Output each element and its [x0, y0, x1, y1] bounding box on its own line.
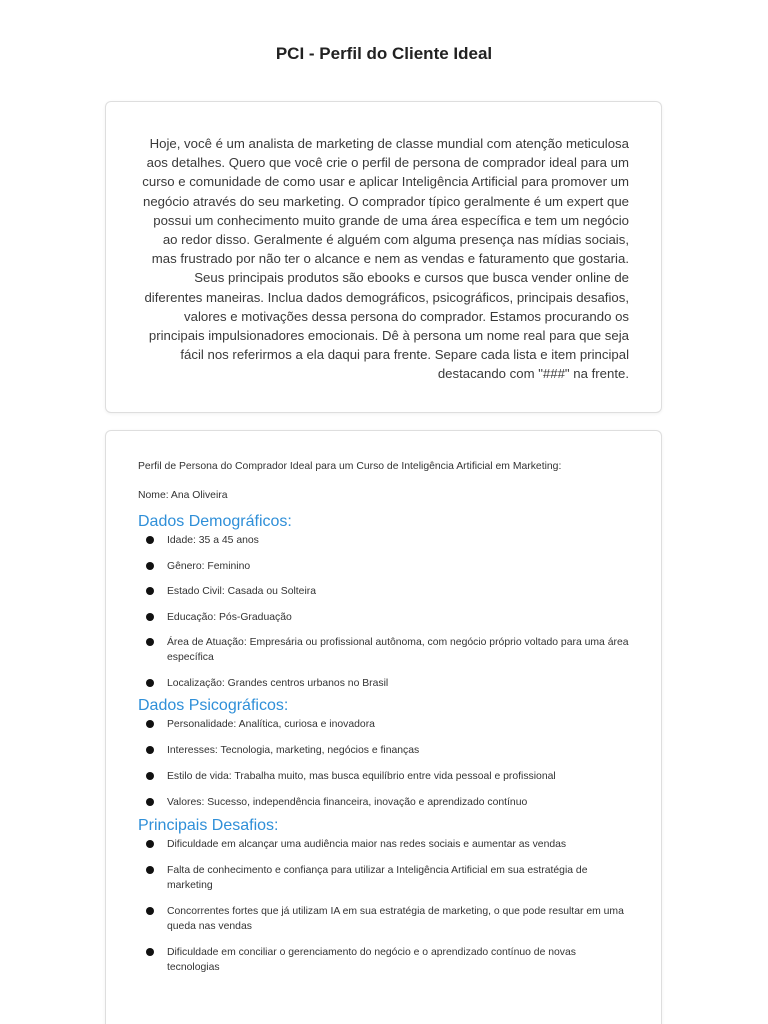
- list-item-text: Gênero: Feminino: [167, 560, 251, 572]
- list-item: [138, 559, 631, 574]
- section-heading-desafios: Principais Desafios:: [138, 816, 279, 834]
- bullet-icon: [146, 798, 154, 806]
- list-item: [138, 610, 631, 625]
- list-item-text: Dificuldade em conciliar o gerenciamento do negócio e o aprendizado contínuo de novas tecnologias: [167, 946, 576, 973]
- response-card: [105, 430, 662, 1024]
- list-item: [138, 945, 631, 975]
- list-item: [138, 769, 631, 784]
- bullet-icon: [146, 746, 154, 754]
- bullet-icon: [146, 638, 154, 646]
- bullet-icon: [146, 866, 154, 874]
- list-item: [138, 837, 631, 852]
- list-item-text: Estado Civil: Casada ou Solteira: [167, 586, 317, 597]
- list-item-text: Falta de conhecimento e confiança para utilizar a Inteligência Artificial em sua estratégia de marketing: [167, 864, 588, 891]
- list-item-text: Dificuldade em alcançar uma audiência maior nas redes sociais e aumentar as vendas: [167, 838, 567, 850]
- bullet-icon: [146, 907, 154, 915]
- bullet-icon: [146, 536, 154, 544]
- list-item-text: Localização: Grandes centros urbanos no Brasil: [167, 677, 389, 689]
- prompt-card: [105, 101, 662, 413]
- bullet-icon: [146, 613, 154, 621]
- section-heading-demograficos: Dados Demográficos:: [138, 513, 292, 530]
- list-item-text: Personalidade: Analítica, curiosa e inovadora: [167, 718, 375, 730]
- bullet-icon: [146, 679, 154, 687]
- list-desafios: [138, 837, 631, 975]
- list-demograficos: [138, 533, 631, 691]
- list-item: [138, 533, 631, 548]
- bullet-icon: [146, 720, 154, 728]
- list-item-text: Educação: Pós-Graduação: [167, 611, 292, 623]
- persona-name: Nome: Ana Oliveira: [138, 490, 228, 501]
- list-item: [138, 743, 631, 758]
- list-item: [138, 676, 631, 691]
- list-item-text: Valores: Sucesso, independência financeira, inovação e aprendizado contínuo: [167, 796, 528, 808]
- list-psicograficos: [138, 717, 631, 810]
- bullet-icon: [146, 772, 154, 780]
- list-item: [138, 795, 631, 810]
- list-item-text: Estilo de vida: Trabalha muito, mas busca equilíbrio entre vida pessoal e profissional: [167, 770, 556, 782]
- prompt-text: Hoje, você é um analista de marketing de classe mundial com atenção meticulosa aos detalhes. Quero que você crie o perfil de persona de comprador ideal para um curso e comunidade de como usar e aplicar Inteligência Artificial para promover um negócio através do seu marketing. O comprador típico geralmente é um expert que possui um conhecimento muito grande de uma área específica e tem um negócio ao redor disso. Geralmente é alguém com alguma presença nas mídias sociais, mas frustrado por não ter o alcance e nem as vendas e faturamento que gostaria. Seus principais produtos são ebooks e cursos que busca vender online de diferentes maneiras. Inclua dados demográficos, psicográficos, principais desafios, valores e motivações dessa persona do comprador. Estamos procurando os principais impulsionadores emocionais. Dê à persona um nome real para que seja fácil nos referirmos a ela daqui para frente. Separe cada lista e item principal destacando com "###" na frente.: [142, 136, 629, 382]
- bullet-icon: [146, 587, 154, 595]
- list-item: [138, 904, 631, 934]
- list-item-text: Idade: 35 a 45 anos: [167, 535, 259, 546]
- list-item-text: Área de Atuação: Empresária ou profissional autônoma, com negócio próprio voltado para uma área específica: [167, 637, 629, 663]
- list-item: [138, 863, 631, 893]
- bullet-icon: [146, 948, 154, 956]
- list-item-text: Concorrentes fortes que já utilizam IA em sua estratégia de marketing, o que pode resultar em uma queda nas vendas: [167, 905, 624, 932]
- list-item-text: Interesses: Tecnologia, marketing, negócios e finanças: [167, 744, 420, 756]
- list-item: [138, 635, 631, 665]
- list-item: [138, 584, 631, 599]
- page-title: PCI - Perfil do Cliente Ideal: [275, 44, 493, 63]
- bullet-icon: [146, 840, 154, 848]
- bullet-icon: [146, 562, 154, 570]
- list-item: [138, 717, 631, 732]
- section-heading-psicograficos: Dados Psicográficos:: [138, 696, 289, 714]
- response-intro: Perfil de Persona do Comprador Ideal para um Curso de Inteligência Artificial em Marketing:: [138, 461, 562, 472]
